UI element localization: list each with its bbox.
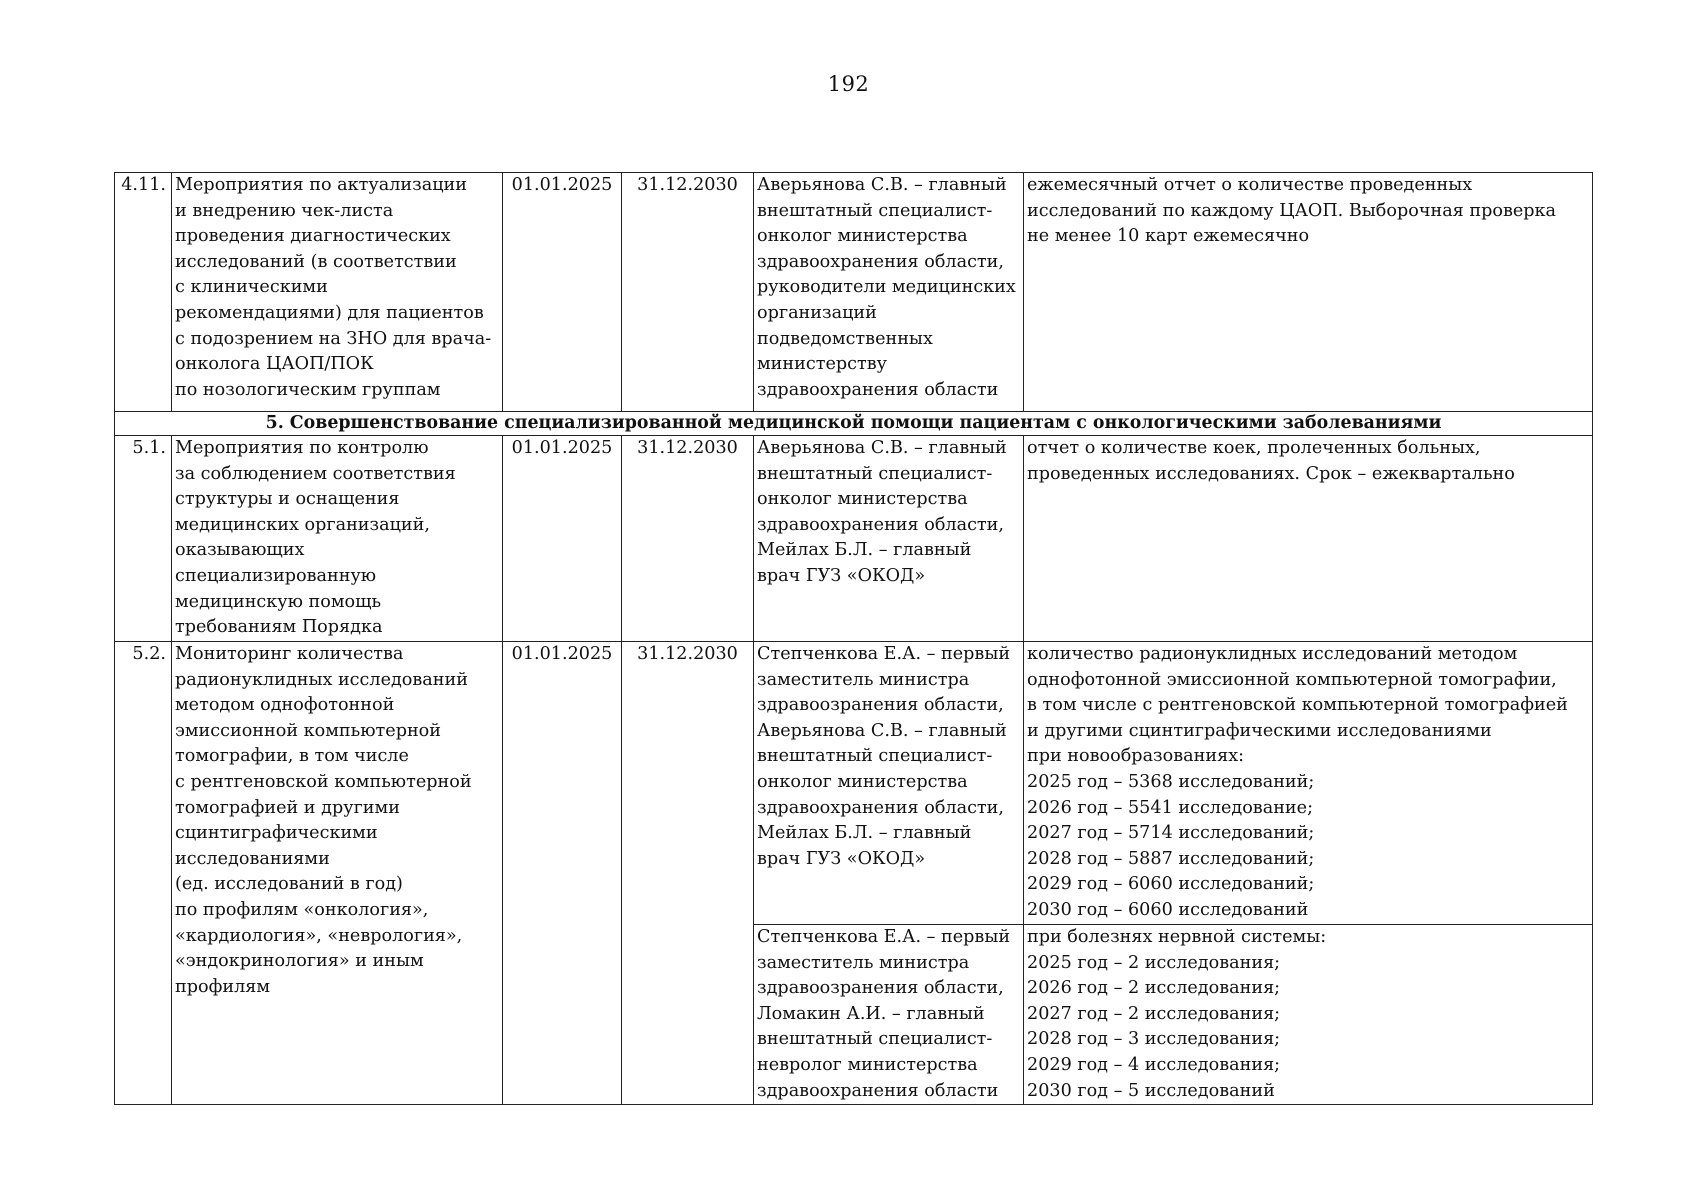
activity-cell: Мероприятия по контролю за соблюдением соответствия структуры и оснащения медицинских организаций, оказывающих специализированную медицинскую помощь требованиям Порядка	[172, 436, 503, 642]
start-date-cell: 01.01.2025	[503, 436, 622, 642]
responsible-cell: Степченкова Е.А. – первый заместитель министра здравоозранения области, Аверьянова С.В. – главный внештатный специалист- онколог министерства здравоохранения области, Мейлах Б.Л. – главный врач ГУЗ «ОКОД»	[754, 642, 1024, 925]
section-heading: 5. Совершенствование специализированной медицинской помощи пациентам с онкологическими заболеваниями	[115, 412, 1593, 436]
section-header-row	[115, 412, 1593, 436]
end-date-cell: 31.12.2030	[622, 436, 754, 642]
table-row-4-11	[115, 173, 1593, 412]
indicator-cell: отчет о количестве коек, пролеченных больных, проведенных исследованиях. Срок – ежеквартально	[1024, 436, 1593, 642]
indicator-cell: количество радионуклидных исследований методом однофотонной эмиссионной компьютерной томографии, в том числе с рентгеновской компьютерной томографией и другими сцинтиграфическими исследованиями при новообразованиях: 2025 год – 5368 исследований; 2026 год – 5541 исследование; 2027 год – 5714 исследований; 2028 год – 5887 исследований; 2029 год – 6060 исследований; 2030 год – 6060 исследований	[1024, 642, 1593, 925]
start-date-cell: 01.01.2025	[503, 642, 622, 1105]
row-number: 5.2.	[115, 642, 172, 1105]
end-date-cell: 31.12.2030	[622, 642, 754, 925]
responsible-cell: Степченкова Е.А. – первый заместитель министра здравоозранения области, Ломакин А.И. – главный внештатный специалист- невролог министерства здравоохранения области	[754, 925, 1024, 1105]
indicator-cell: при болезнях нервной системы: 2025 год – 2 исследования; 2026 год – 2 исследования; 2027 год – 2 исследования; 2028 год – 3 исследования; 2029 год – 4 исследования; 2030 год – 5 исследований	[1024, 925, 1593, 1105]
page-number: 192	[827, 72, 870, 96]
start-date-cell: 01.01.2025	[503, 173, 622, 412]
responsible-cell: Аверьянова С.В. – главный внештатный специалист- онколог министерства здравоохранения области, руководители медицинских организаций подведомственных министерству здравоохранения области	[754, 173, 1024, 412]
row-number: 5.1.	[115, 436, 172, 642]
table-row-5-1	[115, 436, 1593, 642]
activity-cell: Мероприятия по актуализации и внедрению чек-листа проведения диагностических исследований (в соответствии с клиническими рекомендациями) для пациентов с подозрением на ЗНО для врача- онколога ЦАОП/ПОК по нозологическим группам	[172, 173, 503, 412]
responsible-cell: Аверьянова С.В. – главный внештатный специалист- онколог министерства здравоохранения области, Мейлах Б.Л. – главный врач ГУЗ «ОКОД»	[754, 436, 1024, 642]
row-number: 4.11.	[115, 173, 172, 412]
end-date-cell: 31.12.2030	[622, 173, 754, 412]
activity-cell: Мониторинг количества радионуклидных исследований методом однофотонной эмиссионной компьютерной томографии, в том числе с рентгеновской компьютерной томографией и другими сцинтиграфическими исследованиями (ед. исследований в год) по профилям «онкология», «кардиология», «неврология», «эндокринология» и иным профилям	[172, 642, 503, 1105]
activities-table	[114, 172, 1593, 1105]
end-date-cell-continued	[622, 925, 754, 1105]
table-row-5-2	[115, 642, 1593, 925]
indicator-cell: ежемесячный отчет о количестве проведенных исследований по каждому ЦАОП. Выборочная проверка не менее 10 карт ежемесячно	[1024, 173, 1593, 412]
